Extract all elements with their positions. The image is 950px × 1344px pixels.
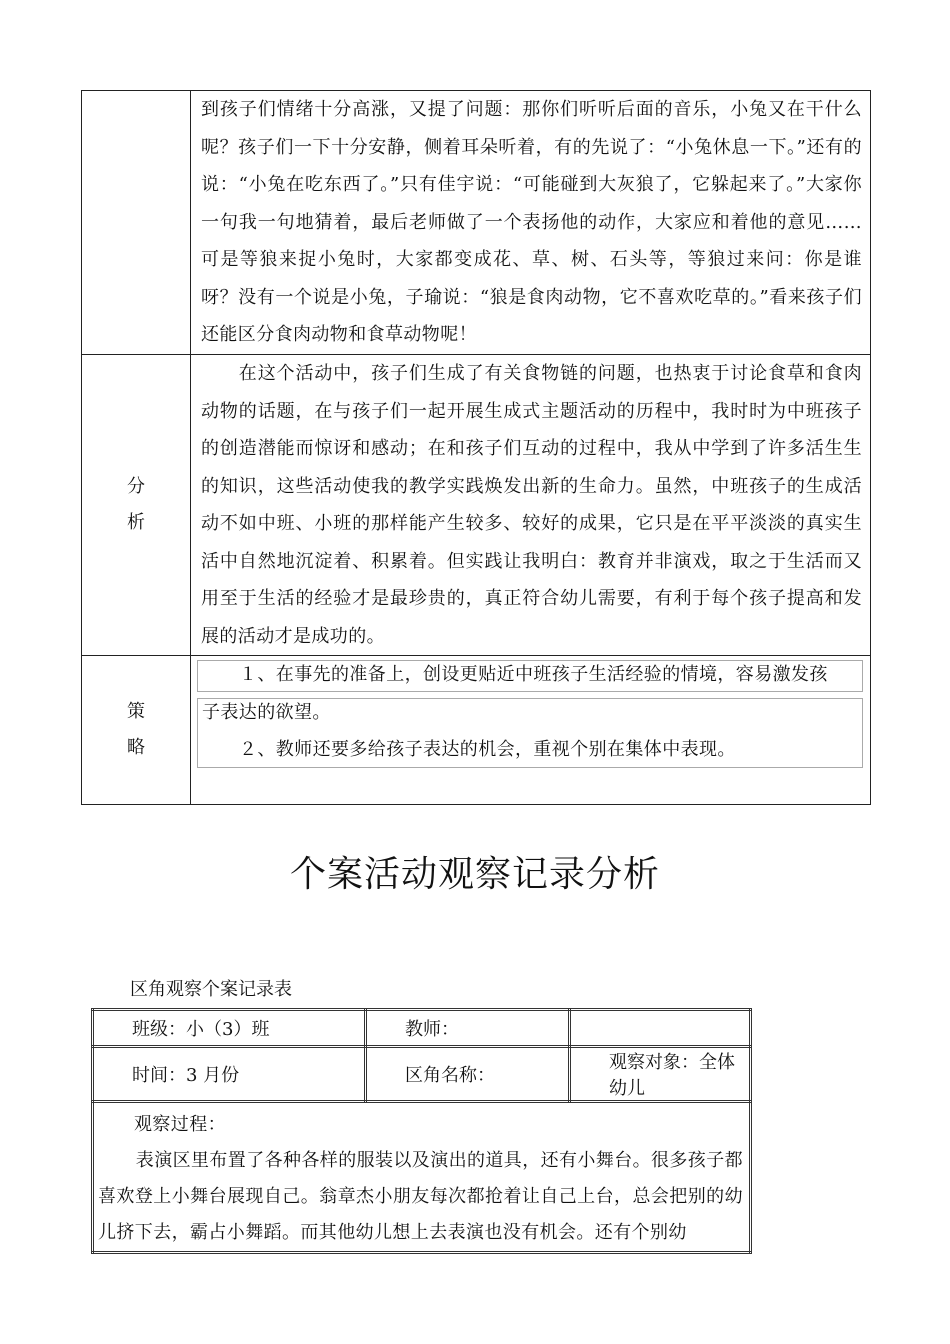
analysis-label-char-1: 分 — [127, 476, 145, 497]
teacher-cell: 教师： — [366, 1010, 570, 1047]
strategy-line-2: 子表达的欲望。 — [202, 702, 331, 723]
process-label: 观察过程： — [134, 1114, 226, 1135]
process-text: 表演区里布置了各种各样的服装以及演出的道具，还有小舞台。很多孩子都喜欢登上小舞台展现自己。翁章杰小朋友每次都抢着让自己上台，总会把别的幼儿挤下去，霸占小舞蹈。而其他幼儿想上去表演也没有机会。还有个别幼 — [98, 1150, 743, 1243]
empty-label-cell — [82, 91, 191, 355]
observation-record-table-continued — [81, 90, 871, 805]
strategy-line-3: ２、教师还要多给孩子表达的机会，重视个别在集体中表现。 — [239, 739, 736, 760]
process-cell — [93, 1102, 751, 1253]
table-caption: 区角观察个案记录表 — [130, 979, 292, 1000]
class-cell: 班级：小（3）班 — [93, 1010, 366, 1047]
corner-observation-table — [91, 1008, 752, 1254]
page-title: 个案活动观察记录分析 — [289, 854, 660, 895]
strategy-label — [82, 656, 191, 805]
analysis-text-cell — [191, 355, 871, 656]
strategy-text-cell — [191, 656, 871, 805]
continued-text: 到孩子们情绪十分高涨，又提了问题：那你们听听后面的音乐，小兔又在干什么呢？孩子们一下十分安静，侧着耳朵听着，有的先说了：“小兔休息一下。”还有的说：“小兔在吃东西了。”只有佳宇说：“可能碰到大灰狼了，它躲起来了。”大家你一句我一句地猜着，最后老师做了一个表扬他的动作，大家应和着他的意见……可是等狼来捉小兔时，大家都变成花、草、树、石头等，等狼过来问：你是谁呀？没有一个说是小兔，子瑜说：“狼是食肉动物，它不喜欢吃草的。”看来孩子们还能区分食肉动物和食草动物呢！ — [201, 99, 862, 345]
time-cell: 时间：3 月份 — [93, 1047, 366, 1102]
target-cell: 观察对象：全体幼儿 — [570, 1047, 751, 1102]
area-name-cell: 区角名称： — [366, 1047, 570, 1102]
continued-text-cell — [191, 91, 871, 355]
analysis-text: 在这个活动中，孩子们生成了有关食物链的问题，也热衷于讨论食草和食肉动物的话题，在与孩子们一起开展生成式主题活动的历程中，我时时为中班孩子的创造潜能而惊讶和感动；在和孩子们互动的过程中，我从中学到了许多活生生的知识，这些活动使我的教学实践焕发出新的生命力。虽然，中班孩子的生成活动不如中班、小班的那样能产生较多、较好的成果，它只是在平平淡淡的真实生活中自然地沉淀着、积累着。但实践让我明白：教育并非演戏，取之于生活而又用至于生活的经验才是最珍贵的，真正符合幼儿需要，有利于每个孩子提高和发展的活动才是成功的。 — [201, 363, 862, 647]
analysis-label — [82, 355, 191, 656]
strategy-label-char-1: 策 — [127, 701, 145, 722]
teacher-value-cell — [570, 1010, 751, 1047]
analysis-label-char-2: 析 — [127, 512, 145, 533]
strategy-line-1: １、在事先的准备上，创设更贴近中班孩子生活经验的情境，容易激发孩 — [239, 664, 828, 685]
strategy-label-char-2: 略 — [127, 737, 145, 758]
